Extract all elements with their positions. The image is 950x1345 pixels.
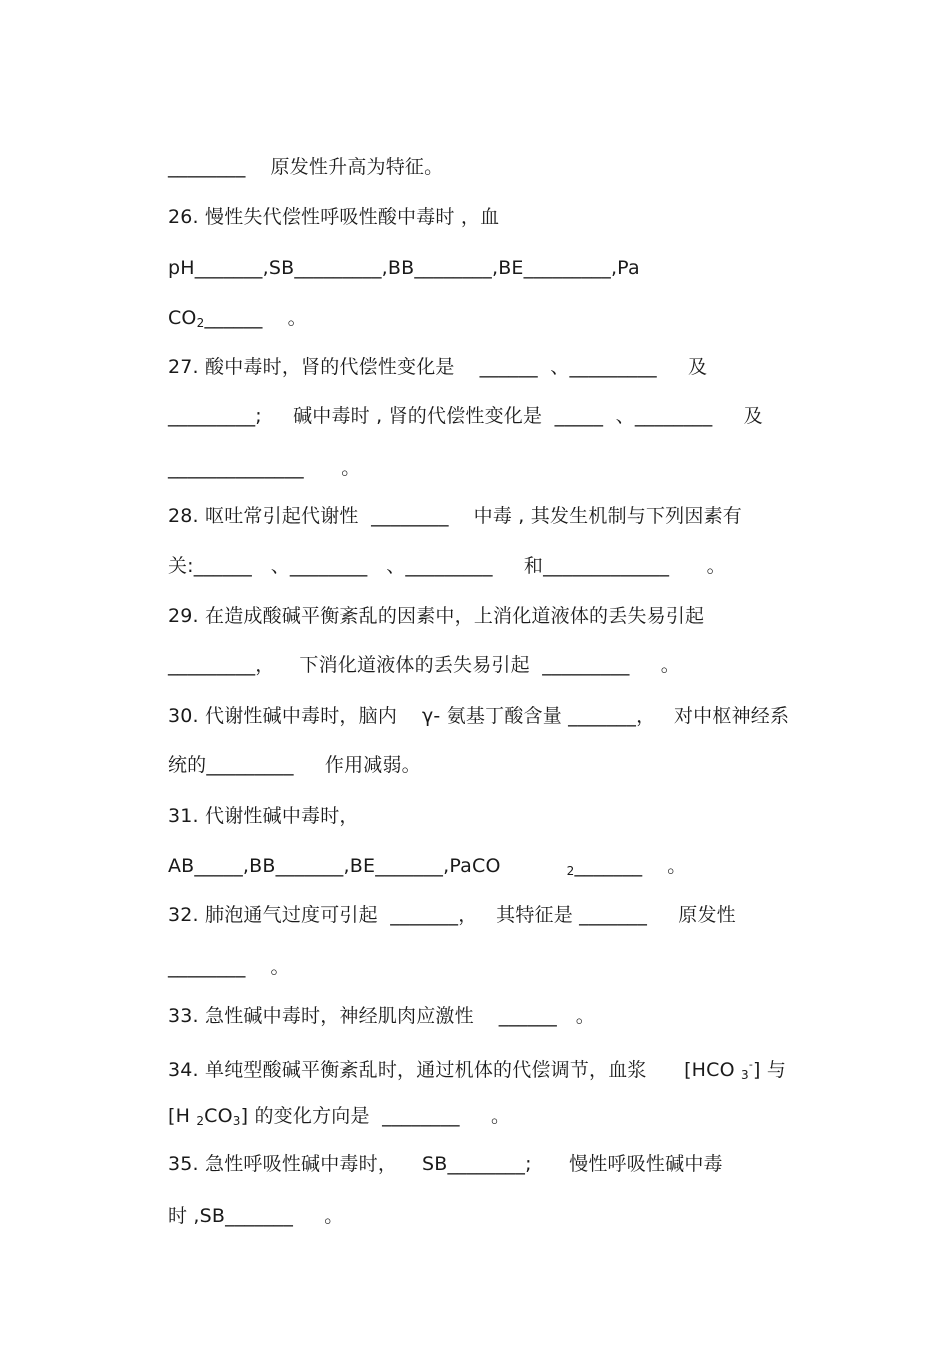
q32-text: 32. 肺泡通气过度可引起 _______， 其特征是 _______ 原发性 (167, 904, 736, 926)
q34-text-end: ] 与 (753, 1059, 787, 1081)
q31-co2-subscript: 2 (566, 864, 575, 878)
q28-text: 28. 呕吐常引起代谢性 ________ 中毒 , 其发生机制与下列因素有 (167, 505, 742, 527)
q26-co2-subscript: 2 (196, 316, 205, 330)
q27-text-3: ______________ 。 (167, 457, 361, 479)
q26-blanks: pH_______,SB_________,BB________,BE_________,Pa (167, 257, 640, 279)
q34-text-2: ] 的变化方向是 ________ 。 (240, 1105, 511, 1127)
q34-hco3-charge: - (748, 1058, 754, 1071)
q25-text: ________ 原发性升高为特征。 (167, 156, 444, 178)
q31-text: 31. 代谢性碱中毒时， (167, 805, 359, 827)
q30-text-2: 统的_________ 作用减弱。 (167, 754, 421, 776)
q35-line-2 (143, 1180, 343, 1252)
q26-co2-label: CO (167, 307, 197, 329)
q34-hco3-subscript: 3 (741, 1068, 749, 1082)
q28-text-2: 关:______ 、________ 、_________ 和_____________ 。 (167, 555, 726, 577)
q31-co2-blank: _______ 。 (574, 855, 687, 877)
q29-text: 29. 在造成酸碱平衡紊乱的因素中，上消化道液体的丢失易引起 (167, 605, 705, 627)
q27-text-2: _________; 碱中毒时 , 肾的代偿性变化是 _____ 、________ 及 (167, 405, 763, 427)
q34-co-label: CO (204, 1105, 233, 1127)
q32-text-2: ________ 。 (167, 956, 290, 978)
q33-text: 33. 急性碱中毒时，神经肌肉应激性 ______ 。 (167, 1005, 595, 1027)
q34-text: 34. 单纯型酸碱平衡紊乱时，通过机体的代偿调节，血浆 [HCO (167, 1059, 742, 1081)
q31-blanks: AB_____,BB_______,BE_______,PaCO (167, 855, 501, 877)
q34-h-label: [H (167, 1105, 197, 1127)
q34-h2-subscript: 2 (196, 1114, 205, 1128)
q27-text: 27. 酸中毒时，肾的代偿性变化是 ______ 、_________ 及 (167, 356, 708, 378)
q34-co3-subscript: 3 (232, 1114, 241, 1128)
q35-text: 35. 急性呼吸性碱中毒时， SB________; 慢性呼吸性碱中毒 (167, 1153, 723, 1175)
q26-co2-blank: ______ 。 (204, 307, 307, 329)
q29-text-2: _________， 下消化道液体的丢失易引起 _________ 。 (167, 654, 681, 676)
q26-text: 26. 慢性失代偿性呼吸性酸中毒时 ，血 (167, 206, 500, 228)
q30-text: 30. 代谢性碱中毒时，脑内 γ- 氨基丁酸含量 _______， 对中枢神经系 (167, 705, 790, 727)
q35-text-2: 时 ,SB_______ 。 (167, 1205, 344, 1227)
